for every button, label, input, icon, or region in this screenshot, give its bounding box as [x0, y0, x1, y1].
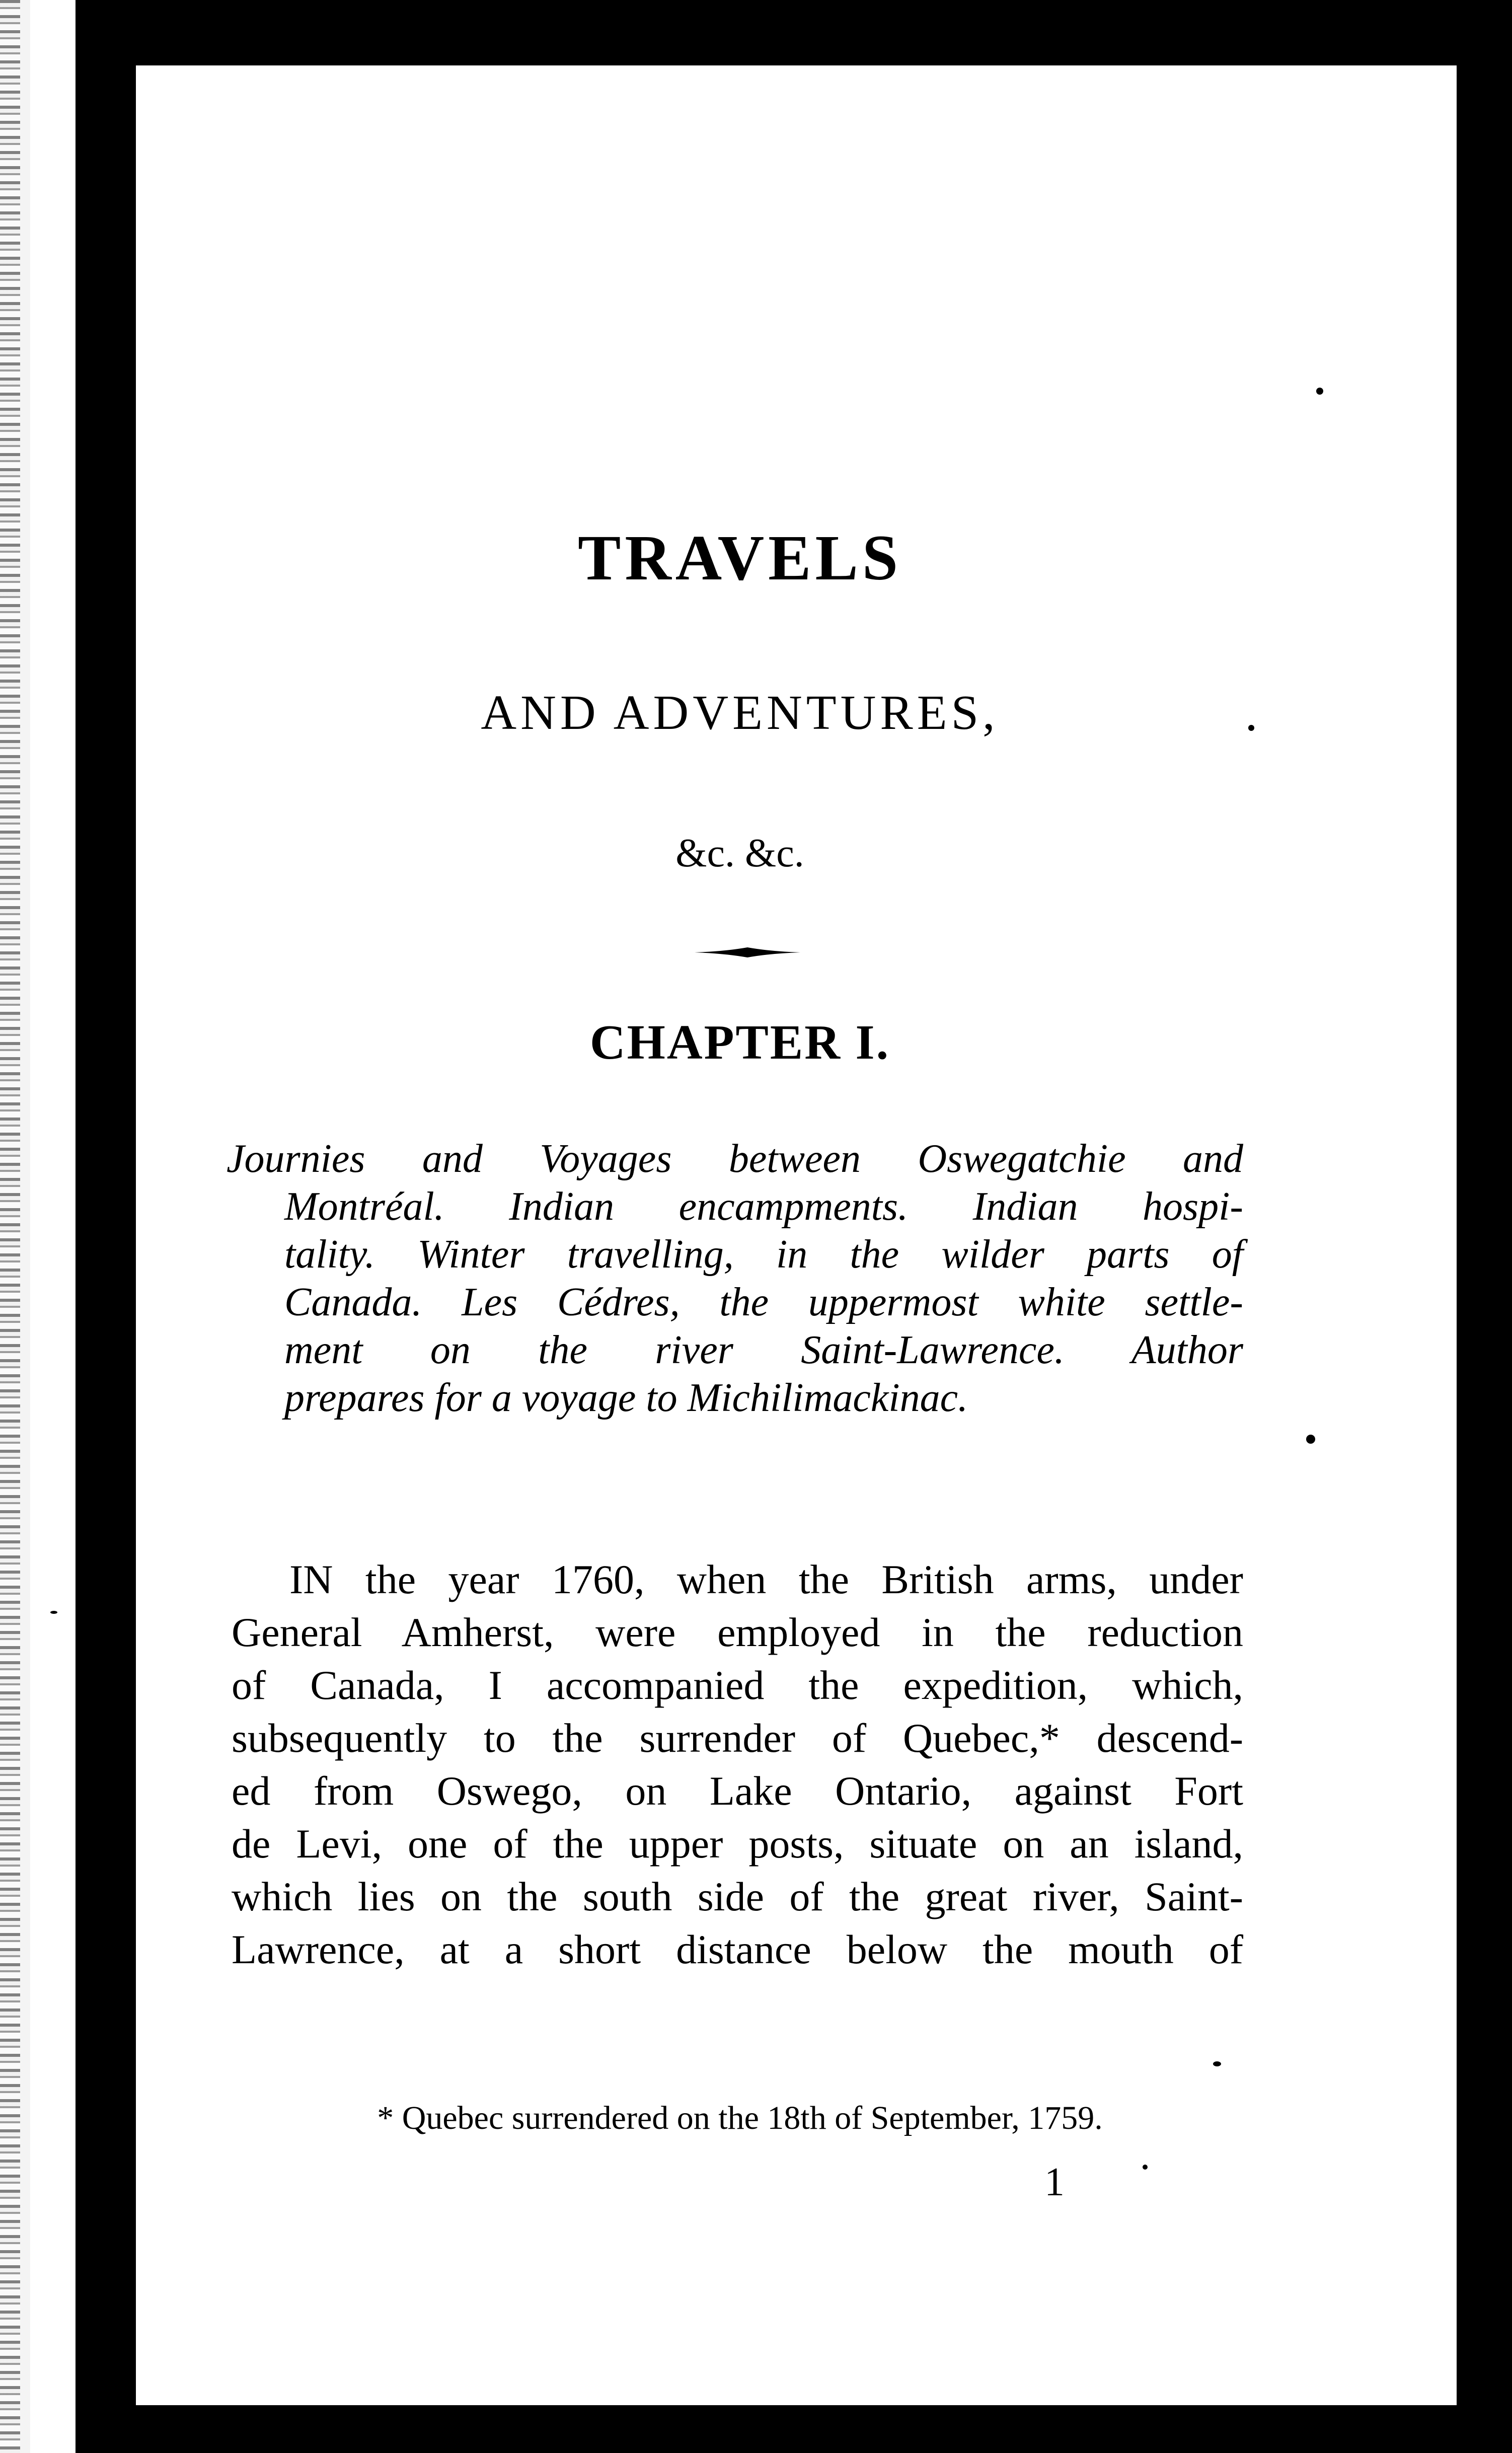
binding-shadow — [75, 0, 136, 2453]
footnote: * Quebec surrendered on the 18th of September, 1759. — [377, 2100, 1103, 2136]
scan-border-bottom — [75, 2405, 1512, 2453]
book-subtitle: AND ADVENTURES, — [481, 686, 999, 740]
scan-speck — [1143, 2165, 1148, 2170]
body-line: IN the year 1760, when the British arms, under — [289, 1556, 1243, 1602]
adjacent-page-edge — [0, 0, 30, 2453]
scan-speck — [1248, 725, 1254, 731]
signature-mark: 1 — [1044, 2160, 1065, 2204]
summary-line: ment on the river Saint-Lawrence. Author — [284, 1328, 1243, 1372]
scan-speck — [1316, 388, 1323, 395]
scan-speck — [50, 1611, 57, 1614]
scan-speck — [1306, 1435, 1315, 1444]
body-line: which lies on the south side of the great river, Saint- — [232, 1874, 1243, 1919]
body-line: of Canada, I accompanied the expedition, which, — [232, 1662, 1243, 1708]
scan-border-right — [1457, 0, 1512, 2453]
chapter-heading: CHAPTER I. — [589, 1015, 890, 1070]
body-line: General Amherst, were employed in the reduction — [232, 1609, 1243, 1655]
summary-line: Canada. Les Cédres, the uppermost white settle- — [284, 1280, 1243, 1324]
body-line: subsequently to the surrender of Quebec,* descend- — [232, 1715, 1243, 1761]
scan-border-top — [75, 0, 1512, 65]
scan-speck — [1213, 2061, 1221, 2066]
summary-line-last: prepares for a voyage to Michilimackinac. — [284, 1376, 968, 1420]
chapter-summary — [226, 1135, 1243, 1422]
etcetera-line: &c. &c. — [675, 831, 804, 875]
body-line: ed from Oswego, on Lake Ontario, against Fort — [232, 1768, 1243, 1814]
body-paragraph — [232, 1553, 1243, 1976]
divider-ornament — [695, 946, 800, 958]
summary-line: Journies and Voyages between Oswegatchie and — [226, 1137, 1243, 1181]
book-title: TRAVELS — [577, 522, 902, 593]
body-line: de Levi, one of the upper posts, situate on an island, — [232, 1821, 1243, 1867]
summary-line: tality. Winter travelling, in the wilder parts of — [284, 1232, 1243, 1277]
summary-line: Montréal. Indian encampments. Indian hospi- — [284, 1184, 1243, 1229]
body-line: Lawrence, at a short distance below the mouth of — [232, 1926, 1243, 1972]
